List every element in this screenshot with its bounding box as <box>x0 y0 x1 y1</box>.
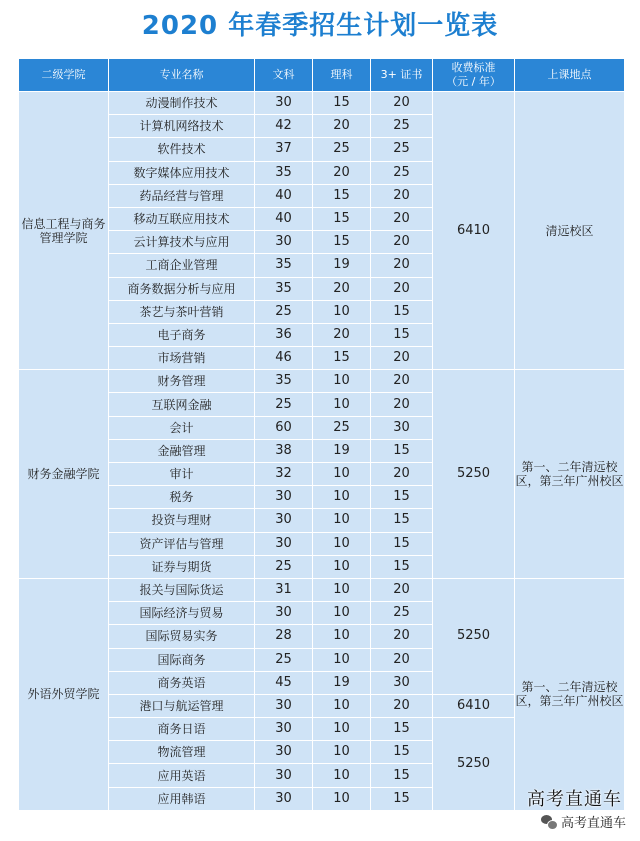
certificate-quota: 20 <box>371 370 433 393</box>
class-location: 清远校区 <box>515 92 625 370</box>
page-title: 2020 年春季招生计划一览表 <box>141 11 499 41</box>
major-name: 国际商务 <box>109 648 255 671</box>
arts-quota: 30 <box>255 787 313 810</box>
header-location: 上课地点 <box>515 59 625 92</box>
science-quota: 10 <box>313 764 371 787</box>
certificate-quota: 15 <box>371 300 433 323</box>
table-row <box>19 578 625 601</box>
certificate-quota: 20 <box>371 207 433 230</box>
major-name: 动漫制作技术 <box>109 92 255 115</box>
major-name: 审计 <box>109 463 255 486</box>
science-quota: 10 <box>313 509 371 532</box>
science-quota: 25 <box>313 138 371 161</box>
fee-standard: 5250 <box>433 578 515 694</box>
fee-standard: 5250 <box>433 370 515 579</box>
major-name: 市场营销 <box>109 347 255 370</box>
science-quota: 20 <box>313 323 371 346</box>
arts-quota: 25 <box>255 300 313 323</box>
science-quota: 19 <box>313 254 371 277</box>
major-name: 国际经济与贸易 <box>109 602 255 625</box>
certificate-quota: 25 <box>371 161 433 184</box>
major-name: 药品经营与管理 <box>109 184 255 207</box>
college-name: 信息工程与商务管理学院 <box>19 92 109 370</box>
science-quota: 10 <box>313 625 371 648</box>
arts-quota: 25 <box>255 393 313 416</box>
major-name: 投资与理财 <box>109 509 255 532</box>
arts-quota: 30 <box>255 741 313 764</box>
science-quota: 10 <box>313 602 371 625</box>
certificate-quota: 20 <box>371 347 433 370</box>
arts-quota: 35 <box>255 254 313 277</box>
certificate-quota: 15 <box>371 509 433 532</box>
arts-quota: 36 <box>255 323 313 346</box>
major-name: 软件技术 <box>109 138 255 161</box>
science-quota: 15 <box>313 207 371 230</box>
science-quota: 15 <box>313 231 371 254</box>
major-name: 税务 <box>109 486 255 509</box>
certificate-quota: 15 <box>371 486 433 509</box>
arts-quota: 35 <box>255 161 313 184</box>
arts-quota: 30 <box>255 486 313 509</box>
certificate-quota: 30 <box>371 671 433 694</box>
major-name: 应用英语 <box>109 764 255 787</box>
class-location: 第一、二年清远校区，第三年广州校区 <box>515 370 625 579</box>
header-certificate: 3+ 证书 <box>371 59 433 92</box>
arts-quota: 32 <box>255 463 313 486</box>
major-name: 工商企业管理 <box>109 254 255 277</box>
certificate-quota: 30 <box>371 416 433 439</box>
certificate-quota: 15 <box>371 532 433 555</box>
enrollment-plan-table <box>18 58 625 811</box>
science-quota: 10 <box>313 787 371 810</box>
header-row <box>19 59 625 92</box>
watermark-account-name: 高考直通车 <box>560 816 626 831</box>
major-name: 应用韩语 <box>109 787 255 810</box>
certificate-quota: 20 <box>371 393 433 416</box>
header-arts: 文科 <box>255 59 313 92</box>
major-name: 商务英语 <box>109 671 255 694</box>
science-quota: 20 <box>313 115 371 138</box>
arts-quota: 38 <box>255 439 313 462</box>
arts-quota: 28 <box>255 625 313 648</box>
major-name: 证券与期货 <box>109 555 255 578</box>
major-name: 互联网金融 <box>109 393 255 416</box>
header-major: 专业名称 <box>109 59 255 92</box>
certificate-quota: 20 <box>371 648 433 671</box>
major-name: 物流管理 <box>109 741 255 764</box>
arts-quota: 30 <box>255 718 313 741</box>
certificate-quota: 25 <box>371 138 433 161</box>
certificate-quota: 20 <box>371 625 433 648</box>
college-name: 外语外贸学院 <box>19 578 109 810</box>
major-name: 计算机网络技术 <box>109 115 255 138</box>
arts-quota: 30 <box>255 694 313 717</box>
certificate-quota: 25 <box>371 115 433 138</box>
certificate-quota: 15 <box>371 323 433 346</box>
watermark-account <box>541 812 626 831</box>
major-name: 数字媒体应用技术 <box>109 161 255 184</box>
arts-quota: 30 <box>255 509 313 532</box>
header-fee: 收费标准 （元 / 年） <box>433 59 515 92</box>
arts-quota: 60 <box>255 416 313 439</box>
arts-quota: 46 <box>255 347 313 370</box>
arts-quota: 30 <box>255 764 313 787</box>
science-quota: 25 <box>313 416 371 439</box>
table-row <box>19 92 625 115</box>
major-name: 移动互联应用技术 <box>109 207 255 230</box>
science-quota: 10 <box>313 741 371 764</box>
certificate-quota: 20 <box>371 254 433 277</box>
major-name: 资产评估与管理 <box>109 532 255 555</box>
major-name: 茶艺与茶叶营销 <box>109 300 255 323</box>
certificate-quota: 20 <box>371 277 433 300</box>
arts-quota: 40 <box>255 184 313 207</box>
major-name: 商务数据分析与应用 <box>109 277 255 300</box>
science-quota: 15 <box>313 347 371 370</box>
science-quota: 20 <box>313 277 371 300</box>
major-name: 商务日语 <box>109 718 255 741</box>
college-name: 财务金融学院 <box>19 370 109 579</box>
major-name: 云计算技术与应用 <box>109 231 255 254</box>
fee-standard: 6410 <box>433 92 515 370</box>
arts-quota: 30 <box>255 532 313 555</box>
arts-quota: 37 <box>255 138 313 161</box>
arts-quota: 45 <box>255 671 313 694</box>
science-quota: 10 <box>313 648 371 671</box>
arts-quota: 30 <box>255 92 313 115</box>
certificate-quota: 15 <box>371 787 433 810</box>
certificate-quota: 20 <box>371 694 433 717</box>
header-science: 理科 <box>313 59 371 92</box>
arts-quota: 30 <box>255 602 313 625</box>
arts-quota: 42 <box>255 115 313 138</box>
arts-quota: 25 <box>255 555 313 578</box>
arts-quota: 35 <box>255 277 313 300</box>
science-quota: 10 <box>313 486 371 509</box>
science-quota: 10 <box>313 532 371 555</box>
certificate-quota: 20 <box>371 463 433 486</box>
watermark-title: 高考直通车 <box>527 789 622 810</box>
certificate-quota: 15 <box>371 718 433 741</box>
science-quota: 10 <box>313 393 371 416</box>
science-quota: 19 <box>313 671 371 694</box>
science-quota: 10 <box>313 300 371 323</box>
header-college: 二级学院 <box>19 59 109 92</box>
science-quota: 15 <box>313 92 371 115</box>
science-quota: 10 <box>313 463 371 486</box>
arts-quota: 25 <box>255 648 313 671</box>
certificate-quota: 15 <box>371 439 433 462</box>
science-quota: 10 <box>313 555 371 578</box>
class-location: 第一、二年清远校区，第三年广州校区 <box>515 578 625 810</box>
certificate-quota: 15 <box>371 764 433 787</box>
science-quota: 20 <box>313 161 371 184</box>
science-quota: 10 <box>313 370 371 393</box>
arts-quota: 40 <box>255 207 313 230</box>
certificate-quota: 15 <box>371 741 433 764</box>
chat-icon <box>541 815 557 829</box>
major-name: 金融管理 <box>109 439 255 462</box>
arts-quota: 30 <box>255 231 313 254</box>
certificate-quota: 20 <box>371 92 433 115</box>
fee-standard: 6410 <box>433 694 515 717</box>
fee-standard: 5250 <box>433 718 515 811</box>
major-name: 财务管理 <box>109 370 255 393</box>
science-quota: 10 <box>313 718 371 741</box>
major-name: 国际贸易实务 <box>109 625 255 648</box>
science-quota: 10 <box>313 578 371 601</box>
science-quota: 19 <box>313 439 371 462</box>
science-quota: 15 <box>313 184 371 207</box>
certificate-quota: 15 <box>371 555 433 578</box>
major-name: 会计 <box>109 416 255 439</box>
arts-quota: 31 <box>255 578 313 601</box>
certificate-quota: 20 <box>371 184 433 207</box>
science-quota: 10 <box>313 694 371 717</box>
major-name: 港口与航运管理 <box>109 694 255 717</box>
certificate-quota: 25 <box>371 602 433 625</box>
table-row <box>19 370 625 393</box>
certificate-quota: 20 <box>371 578 433 601</box>
arts-quota: 35 <box>255 370 313 393</box>
major-name: 报关与国际货运 <box>109 578 255 601</box>
major-name: 电子商务 <box>109 323 255 346</box>
certificate-quota: 20 <box>371 231 433 254</box>
